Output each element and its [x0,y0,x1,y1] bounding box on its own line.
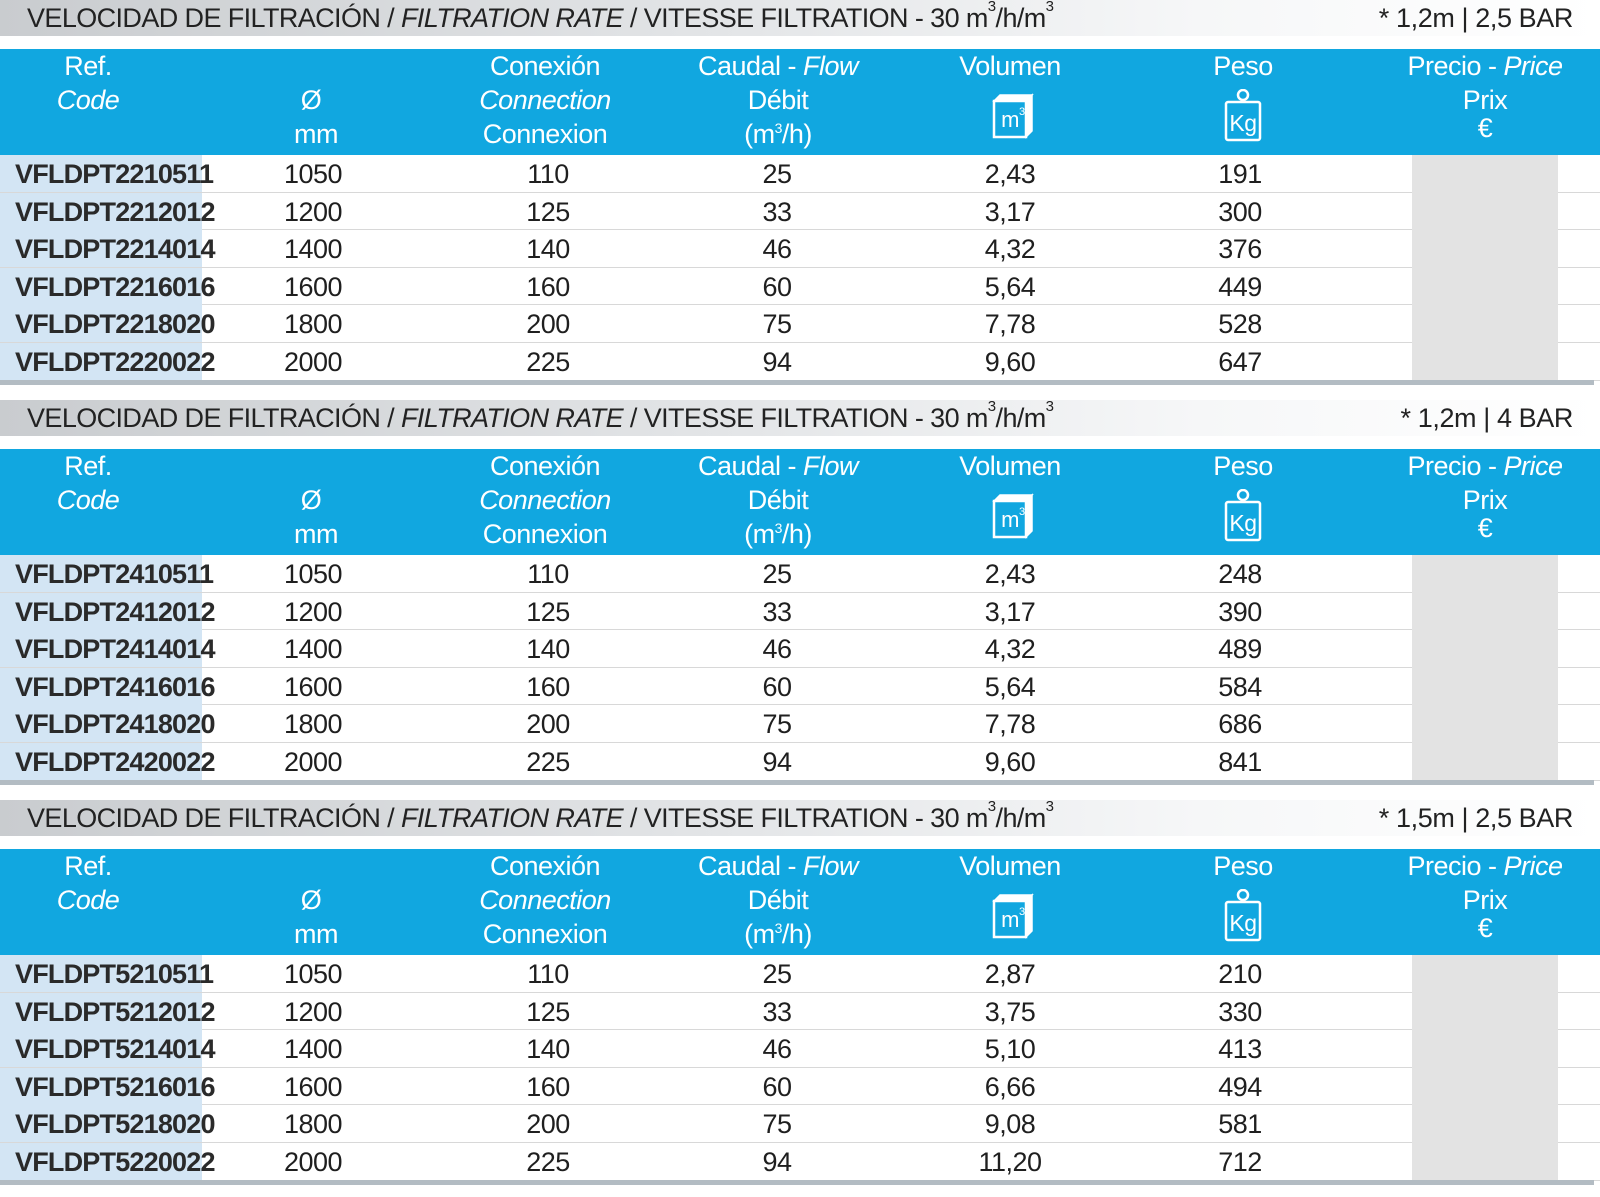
cell-volume: 5,64 [984,271,1036,302]
table-row [0,305,1600,343]
title-es: VELOCIDAD DE FILTRACIÓN [27,3,381,33]
table-header [0,49,1600,155]
cell-volume: 6,66 [984,1071,1036,1102]
header-diameter: Ø mm [294,485,338,549]
cell-volume: 7,78 [984,309,1036,340]
title-rate: 30 $m^3/h/m^3$ [930,0,1054,33]
section-title-bar [0,400,1600,436]
title-fr: VITESSE FILTRATION [643,403,908,433]
svg-text:m: m [1001,107,1019,132]
cell-diameter: 1600 [283,671,343,702]
table-row [0,230,1600,268]
cell-code: VFLDPT2416016 [0,668,202,705]
weight-kg-icon-svg [1219,889,1267,943]
cell-price [1412,705,1558,743]
cell-connection: 125 [526,596,570,627]
header-weight: Peso Kg [1150,49,1336,155]
cell-flow: 33 [762,596,792,627]
header-price: Precio - Price Prix € [1407,851,1563,943]
cell-connection: 200 [526,1109,570,1140]
cube-volume-icon-svg [986,893,1034,941]
cell-flow: 75 [762,309,792,340]
table-row [0,1105,1600,1143]
weight-kg-icon-svg [1219,89,1267,143]
cell-connection: 125 [526,196,570,227]
table-row [0,555,1600,593]
table-bottom-rule [0,780,1594,785]
header-price: Precio - Price Prix € [1407,51,1563,143]
cube-volume-icon [920,93,1100,141]
cell-diameter: 1800 [283,1109,343,1140]
cell-connection: 125 [526,996,570,1027]
table-row [0,743,1600,781]
cell-volume: 11,20 [978,1147,1042,1177]
table-row [0,668,1600,706]
cell-price [1412,668,1558,706]
title-rate: 30 $m^3/h/m^3$ [930,798,1054,833]
cube-volume-icon-svg [986,93,1034,141]
cell-diameter: 2000 [283,347,343,377]
header-volume: Volumen m 3 [920,49,1100,155]
cell-volume: 4,32 [984,234,1036,265]
cell-diameter: 1800 [283,709,343,740]
cell-flow: 25 [762,959,792,989]
cell-flow: 46 [762,634,792,665]
cell-weight: 248 [1218,559,1262,589]
section-title-bar [0,800,1600,836]
table-row [0,1068,1600,1106]
table-row [0,955,1600,993]
cell-diameter: 1200 [283,196,343,227]
svg-text:3: 3 [1019,506,1025,518]
cell-weight: 390 [1218,596,1262,627]
header-diameter: Ø mm [294,85,338,149]
section-title-bar [0,0,1600,36]
cell-weight: 300 [1218,196,1262,227]
cell-price [1412,305,1558,343]
cell-diameter: 1600 [283,1071,343,1102]
section-note: * 1,2m | 2,5 BAR [1378,3,1573,33]
svg-text:Kg: Kg [1229,910,1257,936]
cell-flow: 25 [762,159,792,189]
title-rate: 30 $m^3/h/m^3$ [930,398,1054,433]
cell-diameter: 1400 [283,1034,343,1065]
table-row [0,155,1600,193]
cell-code: VFLDPT2414014 [0,630,202,667]
cell-price [1412,1068,1558,1106]
cell-flow: 94 [762,747,792,777]
table-row [0,705,1600,743]
cell-weight: 584 [1218,671,1262,702]
table-row [0,593,1600,631]
cell-flow: 60 [762,671,792,702]
cell-diameter: 2000 [283,747,343,777]
weight-kg-icon-svg [1219,489,1267,543]
section-title: VELOCIDAD DE FILTRACIÓN / FILTRATION RATE / VITESSE FILTRATION - 30 $m^3/h/m^3$ [27,0,1054,33]
cell-weight: 494 [1218,1071,1262,1102]
cell-code: VFLDPT2412012 [0,593,202,630]
cell-diameter: 1200 [283,596,343,627]
cell-code: VFLDPT5216016 [0,1068,202,1105]
cell-weight: 489 [1218,634,1262,665]
cell-volume: 2,43 [984,159,1036,189]
title-fr: VITESSE FILTRATION [643,3,908,33]
cell-code: VFLDPT5212012 [0,993,202,1030]
cell-volume: 4,32 [984,634,1036,665]
title-es: VELOCIDAD DE FILTRACIÓN [27,403,381,433]
header-volume: Volumen m 3 [920,449,1100,555]
svg-text:m: m [1001,507,1019,532]
table-row [0,1143,1600,1181]
cell-diameter: 1400 [283,234,343,265]
cell-diameter: 1050 [283,559,343,589]
cell-weight: 686 [1218,709,1262,740]
svg-text:Kg: Kg [1229,510,1257,536]
header-flow: Caudal - Flow Débit $(m^3/h)$ [697,451,859,549]
section-title: VELOCIDAD DE FILTRACIÓN / FILTRATION RATE / VITESSE FILTRATION - 30 $m^3/h/m^3$ [27,798,1054,833]
cell-weight: 413 [1218,1034,1262,1065]
cell-flow: 94 [762,347,792,377]
cell-volume: 3,17 [984,196,1036,227]
table-bottom-rule [0,1180,1594,1185]
cell-flow: 60 [762,1071,792,1102]
cell-volume: 5,64 [984,671,1036,702]
title-es: VELOCIDAD DE FILTRACIÓN [27,803,381,833]
title-en: FILTRATION RATE [400,403,623,433]
cell-flow: 33 [762,996,792,1027]
cell-weight: 647 [1218,347,1262,377]
cell-connection: 225 [526,747,570,777]
cell-connection: 225 [526,347,570,377]
table-header [0,849,1600,955]
header-connection: Conexión Connection Connexion [479,851,611,949]
cell-price [1412,230,1558,268]
cell-code: VFLDPT2212012 [0,193,202,230]
header-connection: Conexión Connection Connexion [479,51,611,149]
weight-kg-icon [1150,93,1336,141]
table-row [0,630,1600,668]
cell-price [1412,1030,1558,1068]
cell-price [1412,955,1558,993]
cell-connection: 140 [526,1034,570,1065]
header-flow: Caudal - Flow Débit $(m^3/h)$ [697,851,859,949]
cell-code: VFLDPT2210511 [0,155,202,192]
table-row [0,268,1600,306]
cell-weight: 528 [1218,309,1262,340]
cell-volume: 9,60 [984,347,1036,377]
svg-text:m: m [1001,907,1019,932]
title-en: FILTRATION RATE [400,803,623,833]
cell-diameter: 1600 [283,271,343,302]
cube-volume-icon-svg [986,493,1034,541]
cell-flow: 46 [762,1034,792,1065]
cell-weight: 376 [1218,234,1262,265]
cell-flow: 75 [762,1109,792,1140]
cell-code: VFLDPT5220022 [0,1143,202,1180]
cell-weight: 841 [1218,747,1262,777]
weight-kg-icon [1150,493,1336,541]
cell-flow: 75 [762,709,792,740]
cell-volume: 9,08 [984,1109,1036,1140]
cell-diameter: 1800 [283,309,343,340]
header-weight: Peso Kg [1150,449,1336,555]
header-volume: Volumen m 3 [920,849,1100,955]
cell-weight: 581 [1218,1109,1262,1140]
cell-diameter: 1050 [283,159,343,189]
cell-code: VFLDPT2218020 [0,305,202,342]
cell-connection: 110 [527,959,569,989]
cell-price [1412,743,1558,781]
section-title: VELOCIDAD DE FILTRACIÓN / FILTRATION RATE / VITESSE FILTRATION - 30 $m^3/h/m^3$ [27,398,1054,433]
cell-code: VFLDPT5210511 [0,955,202,992]
table-row [0,193,1600,231]
table-header [0,449,1600,555]
cell-volume: 2,87 [984,959,1036,989]
header-ref: Ref. Code [56,51,120,115]
cell-flow: 25 [762,559,792,589]
cell-code: VFLDPT5214014 [0,1030,202,1067]
cell-diameter: 2000 [283,1147,343,1177]
cube-volume-icon [920,893,1100,941]
cell-code: VFLDPT2420022 [0,743,202,780]
cell-diameter: 1200 [283,996,343,1027]
cell-weight: 191 [1218,159,1262,189]
cell-volume: 5,10 [984,1034,1036,1065]
cell-volume: 7,78 [984,709,1036,740]
svg-text:3: 3 [1019,106,1025,118]
cell-flow: 60 [762,271,792,302]
cell-price [1412,1105,1558,1143]
section-note: * 1,2m | 4 BAR [1400,403,1573,433]
cell-flow: 94 [762,1147,792,1177]
header-ref: Ref. Code [56,451,120,515]
table-bottom-rule [0,380,1594,385]
cell-diameter: 1050 [283,959,343,989]
section-note: * 1,5m | 2,5 BAR [1378,803,1573,833]
cell-flow: 33 [762,196,792,227]
cell-connection: 110 [527,559,569,589]
cell-volume: 2,43 [984,559,1036,589]
cell-volume: 3,75 [984,996,1036,1027]
cell-diameter: 1400 [283,634,343,665]
cell-connection: 140 [526,234,570,265]
cell-price [1412,343,1558,381]
header-price: Precio - Price Prix € [1407,451,1563,543]
header-flow: Caudal - Flow Débit $(m^3/h)$ [697,51,859,149]
title-en: FILTRATION RATE [400,3,623,33]
cell-price [1412,555,1558,593]
cell-price [1412,993,1558,1031]
cell-connection: 160 [526,1071,570,1102]
cell-code: VFLDPT2418020 [0,705,202,742]
header-connection: Conexión Connection Connexion [479,451,611,549]
table-row [0,1030,1600,1068]
cell-weight: 449 [1218,271,1262,302]
title-fr: VITESSE FILTRATION [643,803,908,833]
cell-flow: 46 [762,234,792,265]
cell-connection: 225 [526,1147,570,1177]
cell-code: VFLDPT2216016 [0,268,202,305]
cell-code: VFLDPT2410511 [0,555,202,592]
cell-weight: 712 [1218,1147,1262,1177]
cell-connection: 140 [526,634,570,665]
cell-price [1412,1143,1558,1181]
cell-connection: 200 [526,309,570,340]
cell-connection: 110 [527,159,569,189]
cell-connection: 160 [526,271,570,302]
table-row [0,993,1600,1031]
cube-volume-icon [920,493,1100,541]
cell-connection: 200 [526,709,570,740]
cell-weight: 210 [1218,959,1262,989]
cell-code: VFLDPT2220022 [0,343,202,380]
cell-weight: 330 [1218,996,1262,1027]
table-row [0,343,1600,381]
cell-code: VFLDPT2214014 [0,230,202,267]
cell-volume: 3,17 [984,596,1036,627]
cell-code: VFLDPT5218020 [0,1105,202,1142]
cell-price [1412,193,1558,231]
cell-price [1412,593,1558,631]
cell-connection: 160 [526,671,570,702]
weight-kg-icon [1150,893,1336,941]
svg-text:3: 3 [1019,906,1025,918]
header-ref: Ref. Code [56,851,120,915]
cell-volume: 9,60 [984,747,1036,777]
header-weight: Peso Kg [1150,849,1336,955]
cell-price [1412,268,1558,306]
svg-text:Kg: Kg [1229,110,1257,136]
header-diameter: Ø mm [294,885,338,949]
cell-price [1412,630,1558,668]
cell-price [1412,155,1558,193]
